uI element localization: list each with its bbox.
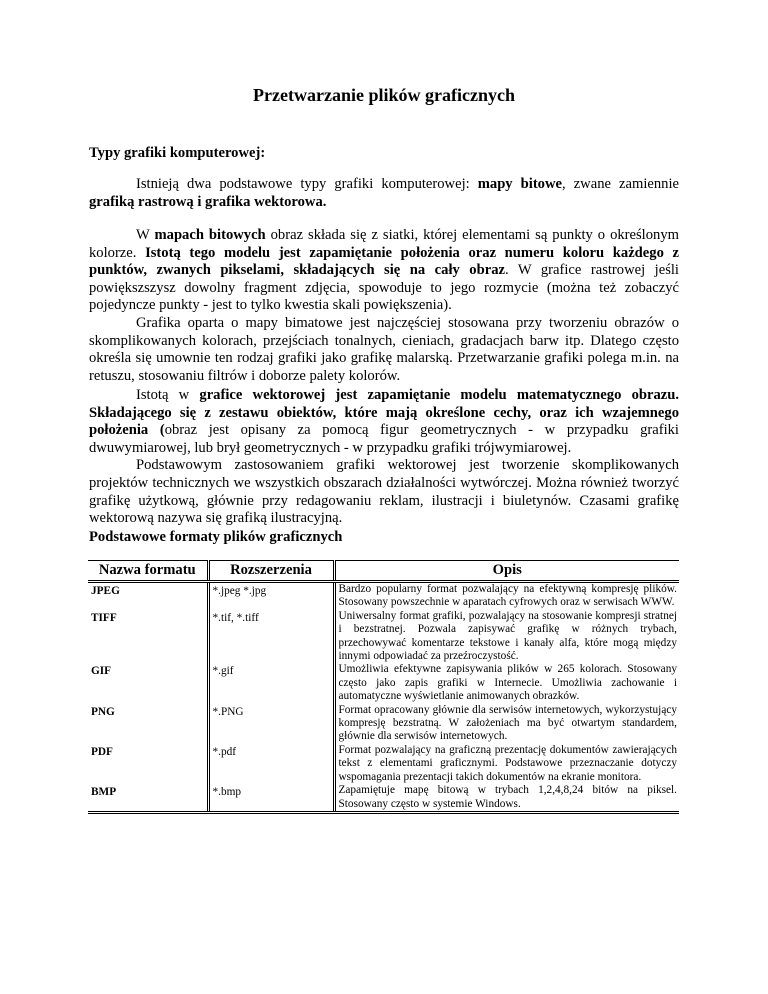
format-name: PDF: [91, 745, 113, 758]
format-extensions: *.gif: [208, 663, 334, 703]
section-heading-formats: Podstawowe formaty plików graficznych: [89, 529, 343, 545]
paragraph-raster-usage: Grafika oparta o mapy bimatowe jest najczęściej stosowana przy tworzeniu obrazów o skomplikowanych kolorach, przejściach tonalnych, cieniach, gradacjach barw itp. Dlatego często określa się umownie ten rodzaj grafiki jako grafikę malarską. Przetwarzanie grafiki polega m.in. na retuszu, stosowaniu filtrów i doborze palety kolorów.: [89, 314, 679, 384]
table-row: [88, 744, 679, 784]
paragraph-vector: Istotą w grafice wektorowej jest zapamiętanie modelu matematycznego obrazu. Składającego się z zestawu obiektów, które mają określone cechy, oraz ich wzajemnego położenia (obraz jest opisany za pomocą figur geometrycznych - w przypadku grafiki dwuwymiarowej, lub brył geometrycznych - w przypadku grafiki trójwymiarowej. Podstawowym zastosowaniem grafiki wektorowej jest tworzenie skomplikowanych projektów technicznych we wszystkich obszarach działalności wytwórczej. Można również tworzyć grafikę użytkową, głównie przy redagowaniu reklam, ilustracji i biuletynów. Czasami grafikę wektorową nazywa się grafiką ilustracyjną.: [89, 387, 679, 527]
column-header-description: Opis: [334, 561, 679, 582]
format-name: BMP: [88, 784, 208, 812]
format-description: Bardzo popularny format pozwalający na efektywną kompresję plików. Stosowany powszechnie w aparatach cyfrowych oraz w serwisach WWW.: [334, 582, 679, 610]
format-name: PNG: [91, 705, 115, 718]
format-description: Uniwersalny format grafiki, pozwalający na stosowanie kompresji stratnej i bezstratnej. Pozwala zapisywać grafikę w różnych trybach, przechowywać komentarze tekstowe i kanały alfa, które mogą między innymi odpowiadać za przeźroczystość.: [334, 610, 679, 664]
table-row: [88, 663, 679, 703]
format-extensions: *.pdf: [208, 744, 334, 784]
paragraph-intro: Istnieją dwa podstawowe typy grafiki komputerowej: mapy bitowe, zwane zamiennie grafiką rastrową i grafika wektorowa.: [89, 176, 679, 210]
format-description: Format pozwalający na graficzną prezentację dokumentów zawierających tekst z elementami graficznymi. Podstawowe przeznaczanie dotyczy wspomagania prezentacji takich dokumentów na ekranie monitora.: [334, 744, 679, 784]
paragraph-vector-usage: Podstawowym zastosowaniem grafiki wektorowej jest tworzenie skomplikowanych projektów technicznych we wszystkich obszarach działalności wytwórczej. Można również tworzyć grafikę użytkową, głównie przy redagowaniu reklam, ilustracji i biuletynów. Czasami grafikę wektorową nazywa się grafiką ilustracyjną.: [89, 457, 679, 527]
format-name: JPEG: [91, 585, 120, 597]
format-name: TIFF: [91, 611, 117, 624]
formats-table: [88, 560, 679, 814]
table-row: [88, 610, 679, 664]
format-name: GIF: [91, 665, 112, 678]
table-row: [88, 784, 679, 812]
format-description: Format opracowany głównie dla serwisów internetowych, wykorzystujący kompresję bezstratną. W założeniach ma być otwartym standardem, głównie dla serwisów internetowych.: [334, 704, 679, 744]
format-description: Zapamiętuje mapę bitową w trybach 1,2,4,8,24 bitów na piksel. Stosowany często w systemie Windows.: [334, 784, 679, 812]
column-header-extensions: Rozszerzenia: [208, 561, 334, 582]
format-extensions: *.PNG: [208, 704, 334, 744]
format-description: Umożliwia efektywne zapisywania plików w 265 kolorach. Stosowany często jako zapis grafiki w Internecie. Umożliwia zachowanie i automatyczne wyświetlanie animowanych obrazków.: [334, 663, 679, 703]
paragraph-bitmaps: W mapach bitowych obraz składa się z siatki, której elementami są punkty o określonym kolorze. Istotą tego modelu jest zapamiętanie położenia oraz numeru koloru każdego z punktów, zwanych pikselami, składających się na cały obraz. W grafice rastrowej jeśli powiększszysz dowolny fragment zdjęcia, spowoduje to jego rozmycie (można też zobaczyć pojedyncze punkty - jest to tylko kwestia skali powiększenia). Grafika oparta o mapy bimatowe jest najczęściej stosowana przy tworzeniu obrazów o skomplikowanych kolorach, przejściach tonalnych, cieniach, gradacjach barw itp. Dlatego często określa się umownie ten rodzaj grafiki jako grafikę malarską. Przetwarzanie grafiki polega m.in. na retuszu, stosowaniu filtrów i doborze palety kolorów.: [89, 227, 679, 384]
page-title: Przetwarzanie plików graficznych: [253, 85, 515, 105]
table-row: [88, 704, 679, 744]
section-heading-types: Typy grafiki komputerowej:: [89, 145, 266, 161]
table-row: [88, 582, 679, 610]
format-extensions: *.jpeg *.jpg: [208, 582, 334, 610]
format-extensions: *.bmp: [208, 784, 334, 812]
format-extensions: *.tif, *.tiff: [208, 610, 334, 664]
table-header-row: [88, 561, 679, 582]
column-header-name: Nazwa formatu: [88, 561, 208, 582]
